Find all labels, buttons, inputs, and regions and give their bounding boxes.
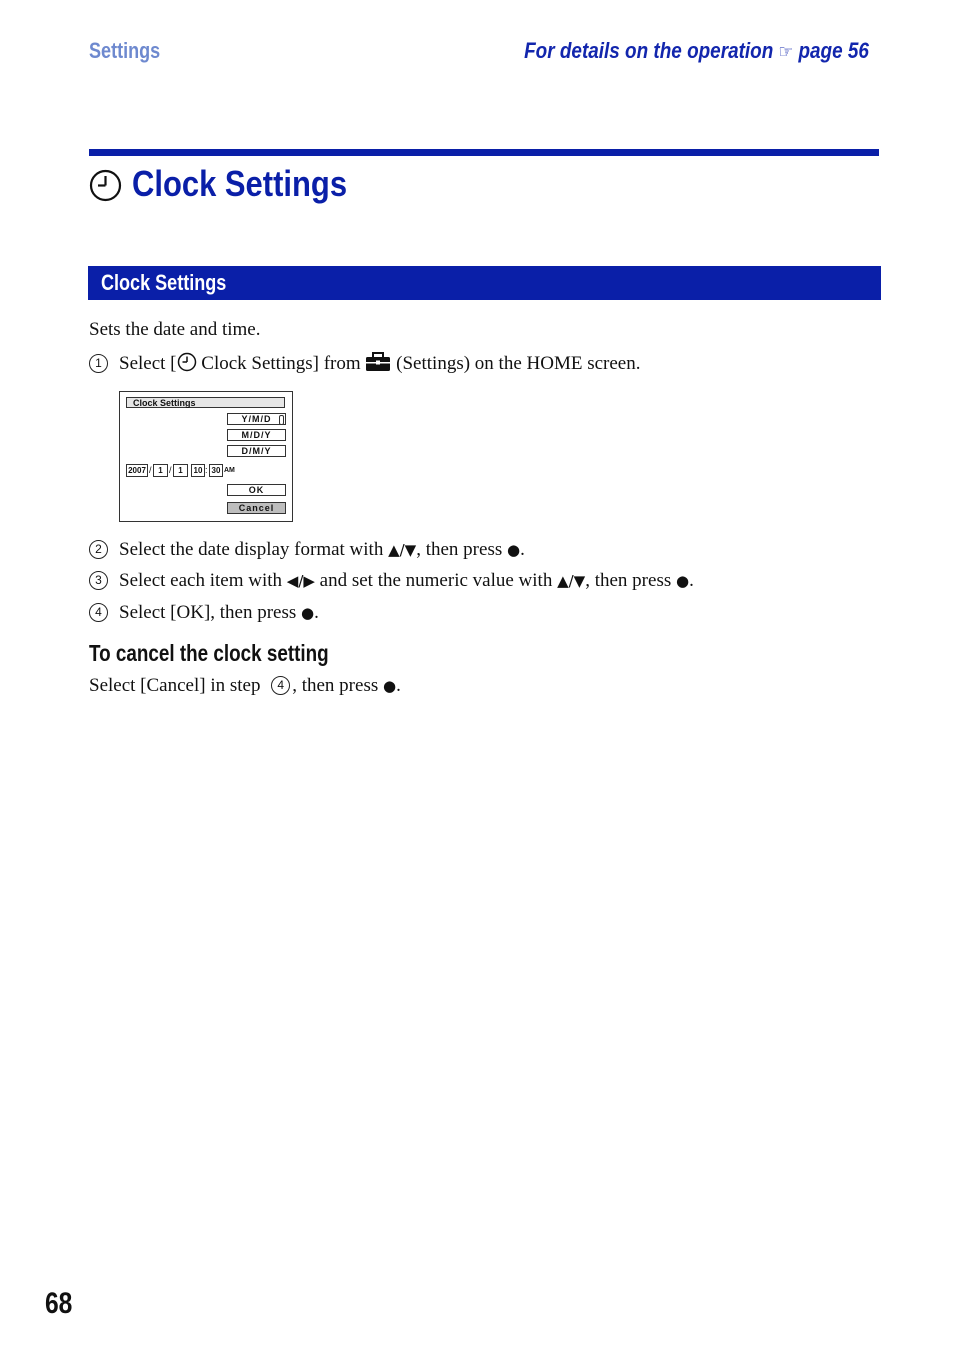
cancel-heading: To cancel the clock setting xyxy=(89,640,329,666)
format-option-ymd[interactable]: Y/M/D xyxy=(227,413,286,425)
step-text: . xyxy=(520,539,525,560)
step-number: 3 xyxy=(89,571,108,590)
cancel-instruction xyxy=(89,675,401,697)
screen-title: Clock Settings xyxy=(126,397,285,408)
step-text: Clock Settings] from xyxy=(196,353,366,374)
step-text: Select each item with xyxy=(119,570,287,591)
step-text: Select [OK], then press xyxy=(119,602,302,623)
date-separator: / xyxy=(169,465,172,475)
page-title: Clock Settings xyxy=(132,163,348,204)
year-field[interactable]: 2007 xyxy=(126,464,148,477)
date-separator: / xyxy=(149,465,152,475)
up-down-arrows-icon: ▲/▼ xyxy=(388,541,417,559)
hand-pointer-icon: ☞ xyxy=(778,41,794,63)
clock-settings-screen xyxy=(119,391,293,522)
step-number: 2 xyxy=(89,540,108,559)
step-number: 4 xyxy=(89,603,108,622)
format-option-dmy[interactable]: D/M/Y xyxy=(227,445,286,457)
step-text: (Settings) on the HOME screen. xyxy=(391,353,641,374)
intro-text: Sets the date and time. xyxy=(89,319,261,340)
cancel-button[interactable]: Cancel xyxy=(227,502,286,514)
up-down-arrows-icon: ▲/▼ xyxy=(557,572,586,590)
step-text: , then press xyxy=(416,539,507,560)
page-number: 68 xyxy=(45,1287,73,1320)
month-field[interactable]: 1 xyxy=(153,464,168,477)
top-rule xyxy=(89,149,879,156)
toolbox-icon xyxy=(365,352,391,372)
clock-icon xyxy=(177,352,197,372)
step-text: and set the numeric value with xyxy=(314,570,558,591)
day-field[interactable]: 1 xyxy=(173,464,188,477)
center-button-icon: ● xyxy=(675,572,690,590)
step-reference-number: 4 xyxy=(271,676,290,695)
selection-marker xyxy=(279,415,284,425)
ok-button[interactable]: OK xyxy=(227,484,286,496)
step-text: . xyxy=(689,570,694,591)
center-button-icon: ● xyxy=(506,541,521,559)
cancel-text: , then press xyxy=(292,675,383,696)
step-1 xyxy=(89,352,640,375)
ampm-label: AM xyxy=(224,467,235,474)
step-2 xyxy=(89,539,525,561)
header-ref-page: page 56 xyxy=(798,38,869,63)
step-text: Select [ xyxy=(119,353,177,374)
left-right-arrows-icon: ◀/▶ xyxy=(286,572,315,590)
step-text: . xyxy=(314,602,319,623)
header-section-label: Settings xyxy=(89,38,161,63)
section-band-label: Clock Settings xyxy=(101,270,227,295)
cancel-text: . xyxy=(396,675,401,696)
header-page-reference xyxy=(524,38,869,64)
center-button-icon: ● xyxy=(382,677,397,695)
cancel-text: Select [Cancel] in step xyxy=(89,675,266,696)
hour-field[interactable]: 10 xyxy=(191,464,205,477)
section-band xyxy=(88,266,881,300)
step-text: , then press xyxy=(585,570,676,591)
minute-field[interactable]: 30 xyxy=(209,464,223,477)
step-4 xyxy=(89,602,319,624)
clock-icon xyxy=(89,169,122,202)
step-3 xyxy=(89,570,694,592)
step-text: Select the date display format with xyxy=(119,539,389,560)
format-option-mdy[interactable]: M/D/Y xyxy=(227,429,286,441)
center-button-icon: ● xyxy=(301,604,315,622)
time-separator: : xyxy=(205,465,208,475)
header-ref-text: For details on the operation xyxy=(524,38,774,63)
step-number: 1 xyxy=(89,354,108,373)
